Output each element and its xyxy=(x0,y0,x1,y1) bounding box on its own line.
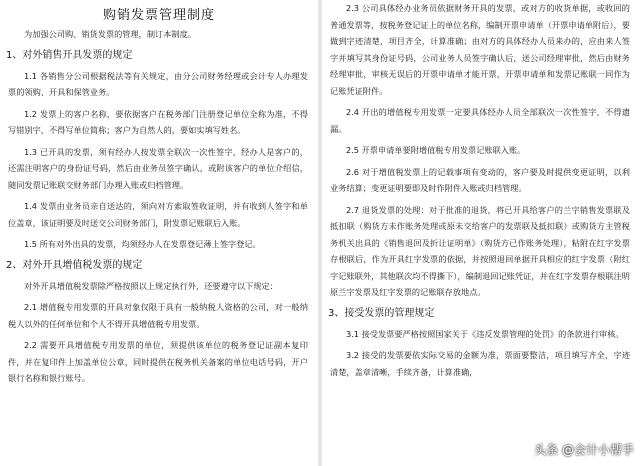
clause-2-2: 2.2 需要开具增值税专用发票的单位，须提供该单位的税务登记证副本复印件，并在复印件上加盖单位公章，同时提供在税务机关备案的单位电话号码，开户银行名称和银行账号。 xyxy=(8,340,308,383)
clause-3-1: 3.1 接受发票要严格按照国家关于《违反发票管理的处罚》的条款进行审核。 xyxy=(346,328,624,339)
clause-1-5: 1.5 所有对外出具的发票，均须经办人在发票登记薄上签字登记。 xyxy=(24,239,261,249)
watermark-logo-icon xyxy=(516,443,530,457)
watermark xyxy=(516,441,634,458)
left-document-page xyxy=(0,0,318,466)
clause-2-1: 2.1 增值税专用发票的开具对象仅限于具有一般纳税人资格的公司，对一般纳税人以外的任何单位和个人不得开具增值税专用发票。 xyxy=(8,302,308,329)
section-2-intro: 对外开具增值税发票除严格按照以上规定执行外，还要遵守以下规定： xyxy=(24,280,278,291)
section-2-heading: 2、对外开具增值税发票的规定 xyxy=(6,259,143,271)
clause-2-3: 2.3 公司具体经办业务员依据财务开具的发票，或对方的收货单据，或收回的普通发票等，按税务登记证上的单位名称，编制开票申请单（开票申请单附后），要做到字迹清楚，项目齐全，计算准确；由对方的具体经办人员来办的，应由来人签字并填写其身份证号码，公司业务人员签字确认后，送公司经理审批，然后由财务经理审批，审核无误后的开票申请单才能开票，开票申请单和发票记账联一同作为记账凭证附件。 xyxy=(330,3,630,96)
watermark-text: 头条 @会计小帮手 xyxy=(534,443,634,457)
clause-2-7: 2.7 退货发票的处理：对于批准的退货，将已开具给客户的兰字销售发票联及抵扣联（购货方未作账务处理或原未交给客户的发票联及抵扣联）或购货方主管税务机关出具的《销售退回及折让证明单》（购货方已作账务处理），粘附在红字发票存根联后，作为开具红字发票的依据，并按照退回单据开具相应的红字发票（附红字记账联外，其他联次均不得撕下），编制退回记账凭证，并在红字发票存根联注明原兰字发票及红字发票的记账联存放地点。 xyxy=(330,204,630,297)
clause-2-6: 2.6 对于增值税发票上的记载事项有变动的，客户要及时提供变更证明，以利业务结算；变更证明要即及时作附件入账或归档管理。 xyxy=(330,166,630,193)
intro-paragraph: 为加强公司购、销货发票的管理，制订本制度。 xyxy=(24,29,196,39)
clause-3-2: 3.2 接受的发票要依实际交易的金额为准，票面要整洁，项目填写齐全，字迹清楚，盖章清晰，手续齐备，计算准确， xyxy=(330,350,630,377)
document-title: 购销发票管理制度 xyxy=(102,8,215,23)
clause-2-4: 2.4 开出的增值税专用发票一定要具体经办人员全部联次一次性签字，不得遗漏。 xyxy=(330,107,630,134)
clause-1-2: 1.2 发票上的客户名称，要依据客户在税务部门注册登记单位全称为准，不得写错别字，不得写单位简称；客户为自然人的，要如实填写姓名。 xyxy=(8,108,308,135)
clause-1-4: 1.4 发票由业务员亲自送达的，须向对方索取签收证明，并有收到人签字和单位盖章，该证明要及时送交公司财务部门，附发票记账联后入账。 xyxy=(8,201,308,228)
section-3-heading: 3、接受发票的管理规定 xyxy=(328,307,435,319)
clause-2-5: 2.5 开票申请单要附增值税专用发票记账联入账。 xyxy=(346,145,526,155)
clause-1-1: 1.1 各销售分公司根据税法等有关规定，由分公司财务经理或会计专人办理发票的领购、开具和保管业务。 xyxy=(8,70,308,97)
section-1-heading: 1、对外销售开具发票的规定 xyxy=(6,49,133,61)
clause-1-3: 1.3 已开具的发票，须有经办人按发票全联次一次性签字，经办人是客户的，还需注明客户的身份证号码，然后由业务员签字确认，或附该客户的单位介绍信，随同发票记账联交财务部门办理入账或归档管理。 xyxy=(8,146,308,190)
right-document-page xyxy=(322,0,640,466)
